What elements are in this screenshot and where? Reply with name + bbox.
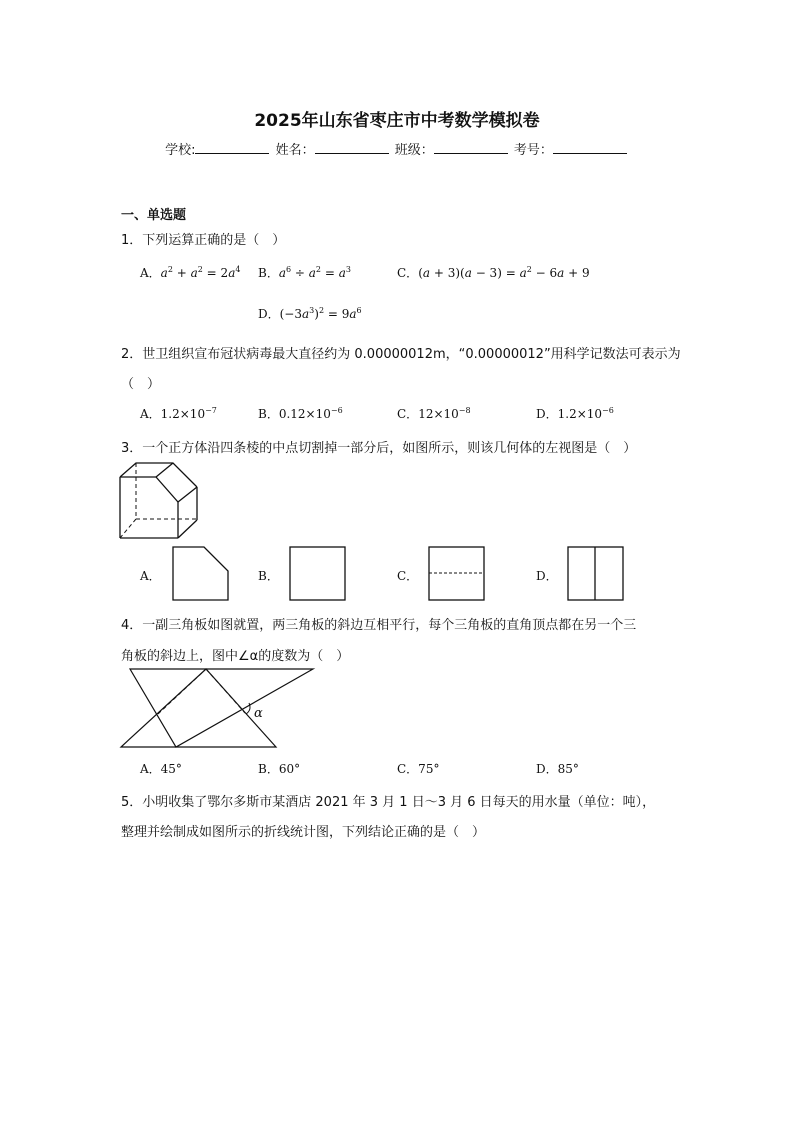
name-label: 姓名： (275, 143, 315, 158)
q1-option-d[interactable]: D．$(-3a^3)^2 = 9a^6$ (258, 306, 362, 321)
section-heading: 一、单选题 (121, 208, 187, 223)
q4-option-c[interactable]: C．75° (397, 762, 440, 776)
q3-stem: 3．一个正方体沿四条棱的中点切割掉一部分后，如图所示，则该几何体的左视图是（ ） (121, 441, 637, 456)
q4-option-a[interactable]: A．45° (140, 762, 182, 776)
exam-no-label: 考号： (513, 143, 553, 158)
q5-stem-line2: 整理并绘制成如图所示的折线统计图，下列结论正确的是（ ） (121, 825, 486, 840)
q5-stem-line1: 5．小明收集了鄂尔多斯市某酒店 2021 年 3 月 1 日～3 月 6 日每天的用水量（单位：吨）， (121, 795, 656, 810)
q1-option-b[interactable]: B．$a^6 \div a^2 = a^3$ (258, 265, 351, 280)
q2-option-b[interactable]: B．$0.12\times 10^{-6}$ (258, 406, 343, 421)
q3-option-c-figure (428, 546, 486, 602)
q3-option-b-label[interactable]: B． (258, 569, 279, 583)
q1-stem: 1．下列运算正确的是（ ） (121, 233, 286, 248)
school-label: 学校: (165, 143, 196, 158)
q1-option-a[interactable]: A．$a^2 + a^2 = 2a^4$ (140, 265, 241, 280)
q3-option-d-figure (567, 546, 625, 602)
q4-stem-line1: 4．一副三角板如图就置，两三角板的斜边互相平行，每个三角板的直角顶点都在另一个三 (121, 618, 637, 633)
q4-triangle-figure (118, 666, 318, 750)
student-info-line (0, 139, 794, 158)
q2-option-a[interactable]: A．$1.2\times 10^{-7}$ (140, 406, 217, 421)
q3-option-a-figure (172, 546, 230, 602)
q4-option-b[interactable]: B．60° (258, 762, 301, 776)
q3-option-b-figure (289, 546, 347, 602)
q3-option-c-label[interactable]: C． (397, 569, 419, 583)
q4-alpha-label: α (254, 706, 263, 721)
q2-stem-line2: （ ） (121, 377, 161, 392)
exam-no-blank[interactable] (553, 141, 627, 154)
class-blank[interactable] (434, 141, 508, 154)
class-label: 班级： (394, 143, 434, 158)
q3-option-a-label[interactable]: A． (140, 569, 161, 583)
q4-stem-line2: 角板的斜边上，图中∠α的度数为（ ） (121, 649, 350, 664)
school-blank[interactable] (195, 141, 269, 154)
q3-solid-figure (118, 462, 202, 542)
q2-stem-line1: 2．世卫组织宣布冠状病毒最大直径约为 0.00000012m，“0.00000012”用科学记数法可表示为 (121, 347, 681, 362)
q2-option-d[interactable]: D．$1.2\times 10^{-6}$ (536, 406, 614, 421)
name-blank[interactable] (315, 141, 389, 154)
q4-option-d[interactable]: D．85° (536, 762, 579, 776)
page-title: 2025年山东省枣庄市中考数学模拟卷 (254, 111, 540, 131)
q1-option-c[interactable]: C．$(a + 3)(a - 3) = a^2 - 6a + 9$ (397, 265, 590, 280)
q3-option-d-label[interactable]: D． (536, 569, 558, 583)
q2-option-c[interactable]: C．$12\times 10^{-8}$ (397, 406, 471, 421)
